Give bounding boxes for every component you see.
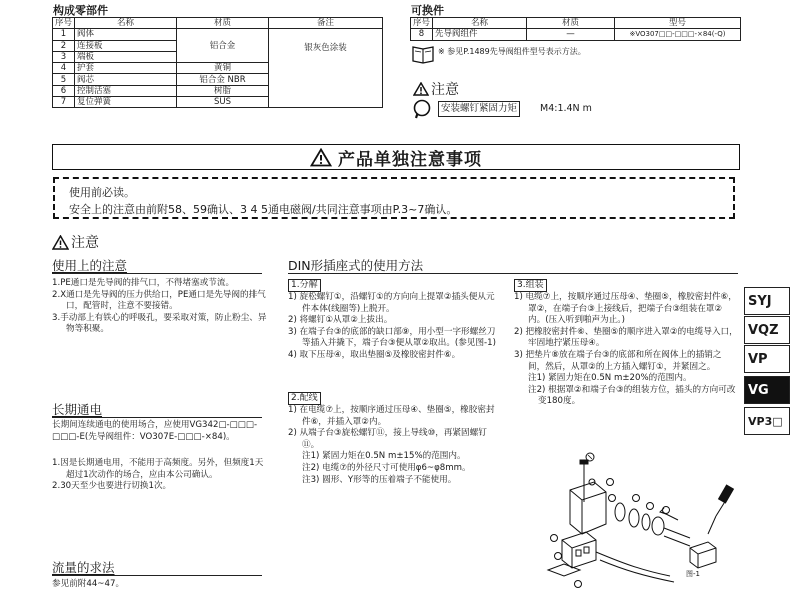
cell-note-merged: 银灰色涂装 [269, 29, 383, 108]
long-energize-title: 长期通电 [52, 402, 103, 417]
torque-value: M4:1.4N m [540, 103, 592, 114]
magnifier-icon [412, 98, 436, 120]
figure-caption: 图-1 [686, 570, 700, 578]
notice-line1: 使用前必读。 [69, 186, 135, 199]
caution-main [52, 232, 99, 252]
notice-line2: 安全上的注意由前附58、59确认、3 4 5通电磁阀/共同注意事项由P.3~7确认。 [69, 203, 458, 216]
notice-box [53, 177, 735, 219]
warning-triangle-icon [413, 82, 429, 96]
replace-note: ※ 参见P.1489先导阀组件型号表示方法。 [438, 47, 586, 56]
list-item: 3) 把垫片⑧放在端子台③的底部和所在阀体上的插销之间，然后，从罩②的上方插入螺钉①，并紧固之。 [514, 349, 722, 372]
cell-name: 端板 [75, 51, 177, 62]
col-name: 名称 [75, 18, 177, 29]
din-connector-diagram [540, 452, 740, 592]
usage-title: 使用上的注意 [52, 258, 128, 273]
tab-syj[interactable]: SYJ [744, 287, 790, 315]
long-energize-list [52, 458, 268, 493]
list-item: 注2) 根据罩②和端子台③的组装方位，插头的方向可改变180度。 [528, 384, 736, 407]
replace-table-title: 可换件 [411, 4, 444, 17]
warning-triangle-icon [310, 148, 332, 167]
list-item: 2.X通口是先导阀的压力供给口，PE通口是先导阀的排气口，配管时，注意不要接错。 [52, 289, 266, 312]
caution-main-title: 注意 [71, 235, 99, 251]
col-no: 序号 [53, 18, 75, 29]
torque-label: 安装螺钉紧固力矩 [438, 101, 520, 117]
cell-no: 7 [53, 97, 75, 108]
parts-table [52, 17, 383, 108]
table-row [411, 29, 741, 40]
list-item: 2) 从端子台③旋松螺钉⑪，接上导线⑩，再紧固螺钉⑪。 [288, 428, 487, 450]
din-sec1-title: 1.分解 [288, 279, 321, 292]
flow-text: 参见前附44~47。 [52, 579, 125, 589]
list-item: 2) 把橡胶密封件⑥、垫圈⑤的顺序进入罩②的电缆导入口，牢固地拧紧压母④。 [514, 326, 738, 349]
cell-no: 4 [53, 63, 75, 74]
din-sec2-list [288, 405, 500, 486]
cell-no: 2 [53, 40, 75, 51]
cell-no: 5 [53, 74, 75, 85]
caution-small [413, 79, 459, 99]
din-sec1-list [288, 292, 500, 362]
cell-no: 1 [53, 29, 75, 40]
din-sec3-title: 3.组装 [514, 279, 547, 292]
cell-name: 复位弹簧 [75, 97, 177, 108]
cell-material: — [527, 29, 615, 40]
cell-name: 阀体 [75, 29, 177, 40]
book-icon [411, 44, 435, 64]
cell-name: 先导阀组件 [433, 29, 527, 40]
cell-no: 6 [53, 85, 75, 96]
table-row [53, 29, 383, 40]
usage-list [52, 278, 268, 336]
tab-vqz[interactable]: VQZ [744, 316, 790, 344]
list-item: 3.手动部上有铁心的呼吸孔，要采取对策，防止粉尘、异物等积聚。 [52, 312, 267, 335]
col-model: 型号 [615, 18, 741, 29]
list-item: 注2) 电缆⑦的外径尺寸可使用φ6~φ8mm。 [302, 462, 471, 473]
cell-material-merged: 铝合金 [177, 29, 269, 63]
col-no: 序号 [411, 18, 433, 29]
col-material: 材质 [527, 18, 615, 29]
cell-name: 阀芯 [75, 74, 177, 85]
list-item: 1) 电缆⑦上，按顺序通过压母④、垫圈⑤，橡胶密封件⑥，罩②，在端子台③上接线后，把端子台③组装在罩②内。(压入听到啪声为止。) [514, 292, 737, 326]
cell-material: SUS [177, 97, 269, 108]
col-name: 名称 [433, 18, 527, 29]
din-title: DIN形插座式的使用方法 [288, 258, 424, 273]
list-item: 注1) 紧固力矩在0.5N m±20%的范围内。 [528, 373, 692, 384]
col-note: 备注 [269, 18, 383, 29]
list-item: 4) 取下压母④，取出垫圈⑤及橡胶密封件⑥。 [288, 349, 461, 360]
list-item: 1) 旋松螺钉①，沿螺钉①的方向向上提罩②插头便从元件本体(线圈等)上脱开。 [288, 292, 495, 314]
cell-name: 护套 [75, 63, 177, 74]
long-energize-intro: 长期间连续通电的使用场合，应使用VG342□-□□□-□□□-E(先导阀组件：VO307E-□□□-×84)。 [52, 420, 258, 442]
list-item: 注1) 紧固力矩在0.5N m±15%的范围内。 [302, 451, 466, 462]
list-item: 2.30天至少也要进行切换1次。 [52, 481, 172, 492]
cell-model: ※VO307□□-□□□-×84(-Q) [615, 29, 741, 40]
cell-material: 黄铜 [177, 63, 269, 74]
banner-title: 产品单独注意事项 [338, 149, 482, 170]
banner [52, 144, 740, 170]
list-item: 3) 在端子台③的底部的缺口部⑨，用小型一字形螺丝刀等插入并撬下，端子台③便从罩②取出。(参见图-1) [288, 326, 496, 349]
list-item: 1.PE通口是先导阀的排气口，不得堵塞或节流。 [52, 278, 235, 288]
list-item: 注3) 圆形、Y形等的压着端子不能使用。 [302, 474, 457, 485]
cell-material: 铝合金 NBR [177, 74, 269, 85]
flow-title: 流量的求法 [52, 560, 115, 575]
list-item: 1) 在电缆⑦上，按顺序通过压母④、垫圈⑤，橡胶密封件⑥，并插入罩②内。 [288, 405, 495, 427]
parts-table-title: 构成零部件 [53, 4, 108, 17]
cell-name: 连接板 [75, 40, 177, 51]
cell-name: 控制活塞 [75, 85, 177, 96]
cell-no: 3 [53, 51, 75, 62]
din-sec3-list [514, 292, 738, 408]
replace-table-header [411, 18, 741, 29]
tab-vg[interactable]: VG [744, 376, 790, 404]
tab-vp3[interactable]: VP3□ [744, 407, 790, 435]
replace-table [410, 17, 741, 41]
warning-triangle-icon [52, 235, 69, 250]
list-item: 2) 将螺钉①从罩②上拔出。 [288, 315, 393, 326]
parts-table-header [53, 18, 383, 29]
din-sec2-title: 2.配线 [288, 392, 321, 405]
col-material: 材质 [177, 18, 269, 29]
cell-material: 树脂 [177, 85, 269, 96]
tab-vp[interactable]: VP [744, 345, 790, 373]
cell-no: 8 [411, 29, 433, 40]
list-item: 1.因是长期通电用，不能用于高频度。另外，但频度1天超过1次动作的场合，应由本公司确认。 [52, 458, 264, 480]
caution-small-title: 注意 [431, 82, 459, 98]
